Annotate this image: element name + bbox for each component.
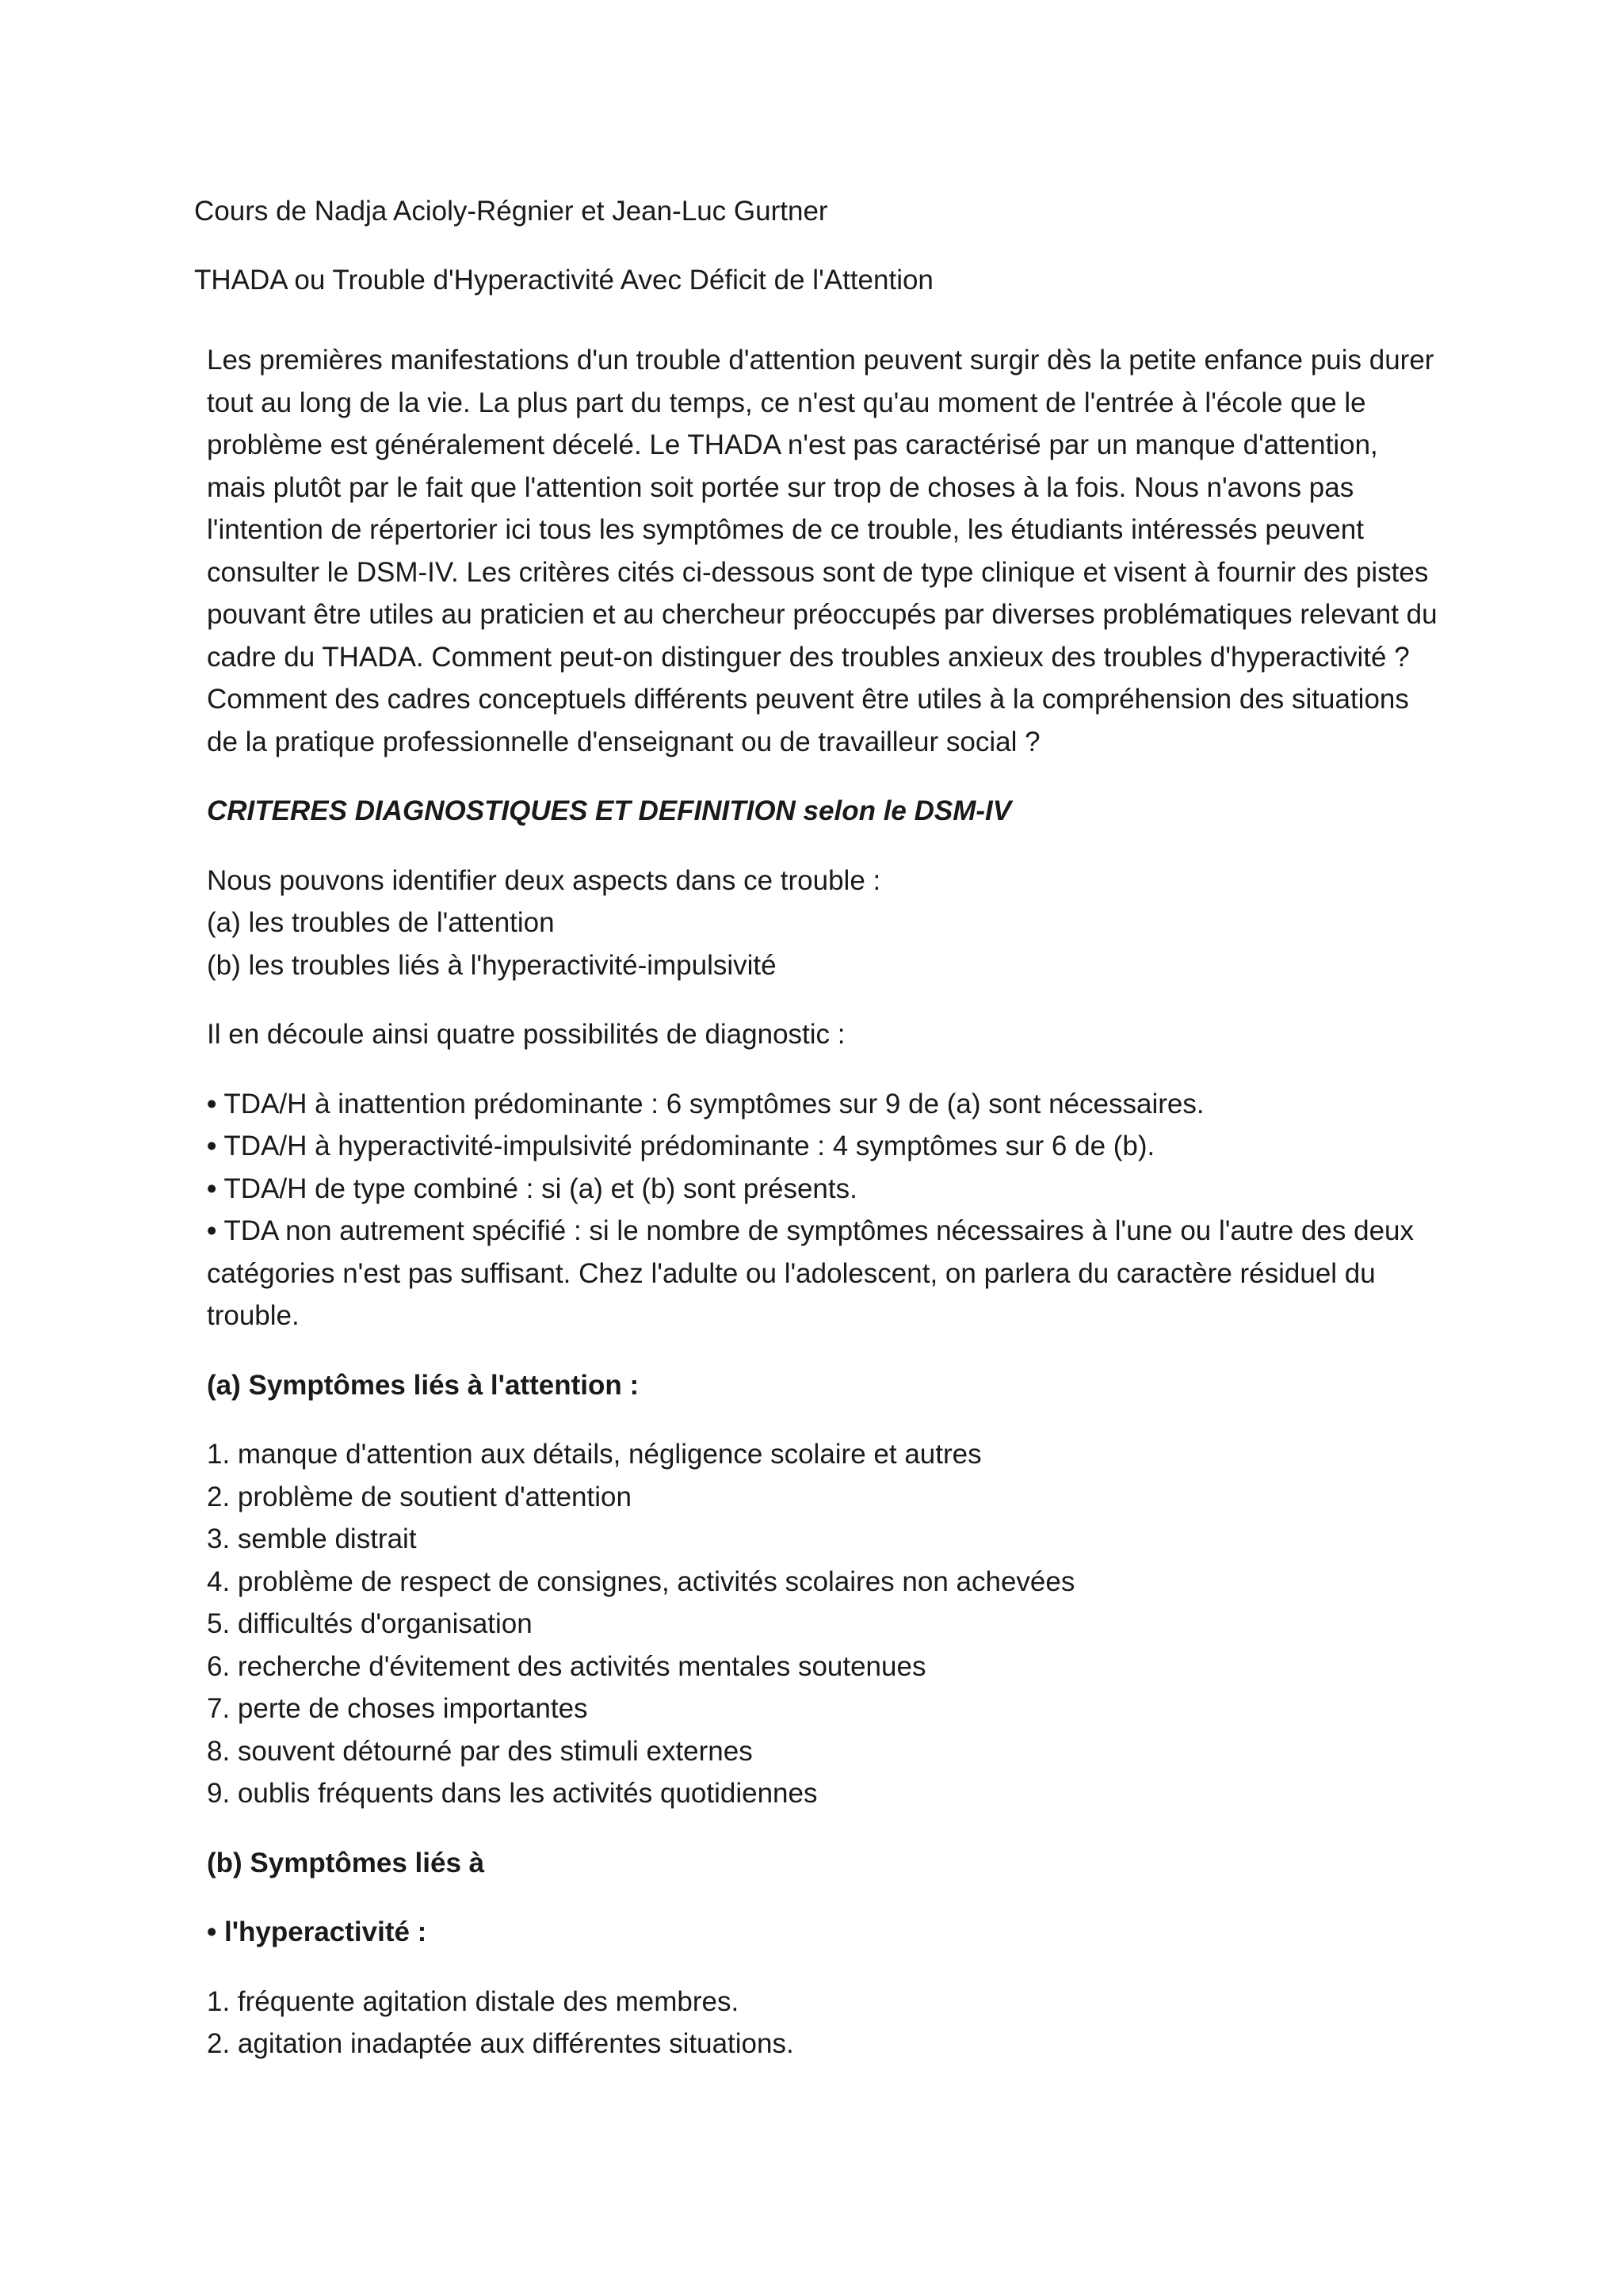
bullet-icon: • <box>207 1088 217 1119</box>
hyperactivity-subheading: • l'hyperactivité : <box>207 1917 427 1947</box>
aspects-block <box>207 860 1443 987</box>
list-item: 3. semble distrait <box>207 1524 417 1554</box>
list-item: 2. agitation inadaptée aux différentes situations. <box>207 2028 794 2059</box>
diagnostic-text: TDA/H à hyperactivité-impulsivité prédominante : 4 symptômes sur 6 de (b). <box>223 1131 1155 1161</box>
list-item: 8. souvent détourné par des stimuli externes <box>207 1735 753 1767</box>
diagnostics-intro: Il en découle ainsi quatre possibilités de diagnostic : <box>207 1019 846 1050</box>
course-authors-line: Cours de Nadja Acioly-Régnier et Jean-Luc Gurtner <box>194 196 828 227</box>
attention-symptoms-list <box>207 1433 1443 1815</box>
list-item <box>207 1210 1443 1337</box>
aspects-intro: Nous pouvons identifier deux aspects dans ce trouble : <box>207 864 881 896</box>
list-item <box>207 1125 1443 1168</box>
document-title: THADA ou Trouble d'Hyperactivité Avec Déficit de l'Attention <box>194 265 934 296</box>
diagnostic-text: TDA non autrement spécifié : si le nombre de symptômes nécessaires à l'une ou l'autre des deux catégories n'est pas suffisant. Chez l'adulte ou l'adolescent, on parlera du caractère résiduel du trouble. <box>207 1215 1415 1331</box>
document-body <box>207 339 1443 2065</box>
list-item <box>207 1083 1443 1126</box>
diagnostics-list <box>207 1083 1443 1337</box>
aspect-b: (b) les troubles liés à l'hyperactivité-impulsivité <box>207 949 777 981</box>
bullet-icon: • <box>207 1131 217 1161</box>
list-item: 6. recherche d'évitement des activités mentales soutenues <box>207 1650 926 1682</box>
list-item: 7. perte de choses importantes <box>207 1693 588 1724</box>
list-item <box>207 1168 1443 1211</box>
aspect-a: (a) les troubles de l'attention <box>207 907 555 938</box>
hyperactivity-symptoms-list <box>207 1981 1443 2065</box>
diagnostic-text: TDA/H de type combiné : si (a) et (b) sont présents. <box>223 1173 857 1204</box>
bullet-icon: • <box>207 1173 217 1204</box>
bullet-icon: • <box>207 1215 217 1246</box>
diagnostic-text: TDA/H à inattention prédominante : 6 symptômes sur 9 de (a) sont nécessaires. <box>223 1088 1205 1119</box>
list-item: 2. problème de soutient d'attention <box>207 1481 632 1512</box>
list-item: 4. problème de respect de consignes, activités scolaires non achevées <box>207 1566 1075 1597</box>
list-item: 1. fréquente agitation distale des membres. <box>207 1985 739 2017</box>
criteria-heading: CRITERES DIAGNOSTIQUES ET DEFINITION selon le DSM-IV <box>207 795 1012 826</box>
list-item: 1. manque d'attention aux détails, négligence scolaire et autres <box>207 1439 982 1470</box>
intro-paragraph: Les premières manifestations d'un trouble d'attention peuvent surgir dès la petite enfance puis durer tout au long de la vie. La plus part du temps, ce n'est qu'au moment de l'entrée à l'école que le problème est généralement décelé. Le THADA n'est pas caractérisé par un manque d'attention, mais plutôt par le fait que l'attention soit portée sur trop de choses à la fois. Nous n'avons pas l'intention de répertorier ici tous les symptômes de ce trouble, les étudiants intéressés peuvent consulter le DSM-IV. Les critères cités ci-dessous sont de type clinique et visent à fournir des pistes pouvant être utiles au praticien et au chercheur préoccupés par diverses problématiques relevant du cadre du THADA. Comment peut-on distinguer des troubles anxieux des troubles d'hyperactivité ? Comment des cadres conceptuels différents peuvent être utiles à la compréhension des situations de la pratique professionnelle d'enseignant ou de travailleur social ? <box>207 345 1438 757</box>
section-b-heading: (b) Symptômes liés à <box>207 1847 485 1878</box>
list-item: 5. difficultés d'organisation <box>207 1608 533 1639</box>
section-a-heading: (a) Symptômes liés à l'attention : <box>207 1369 640 1401</box>
list-item: 9. oublis fréquents dans les activités quotidiennes <box>207 1778 818 1809</box>
